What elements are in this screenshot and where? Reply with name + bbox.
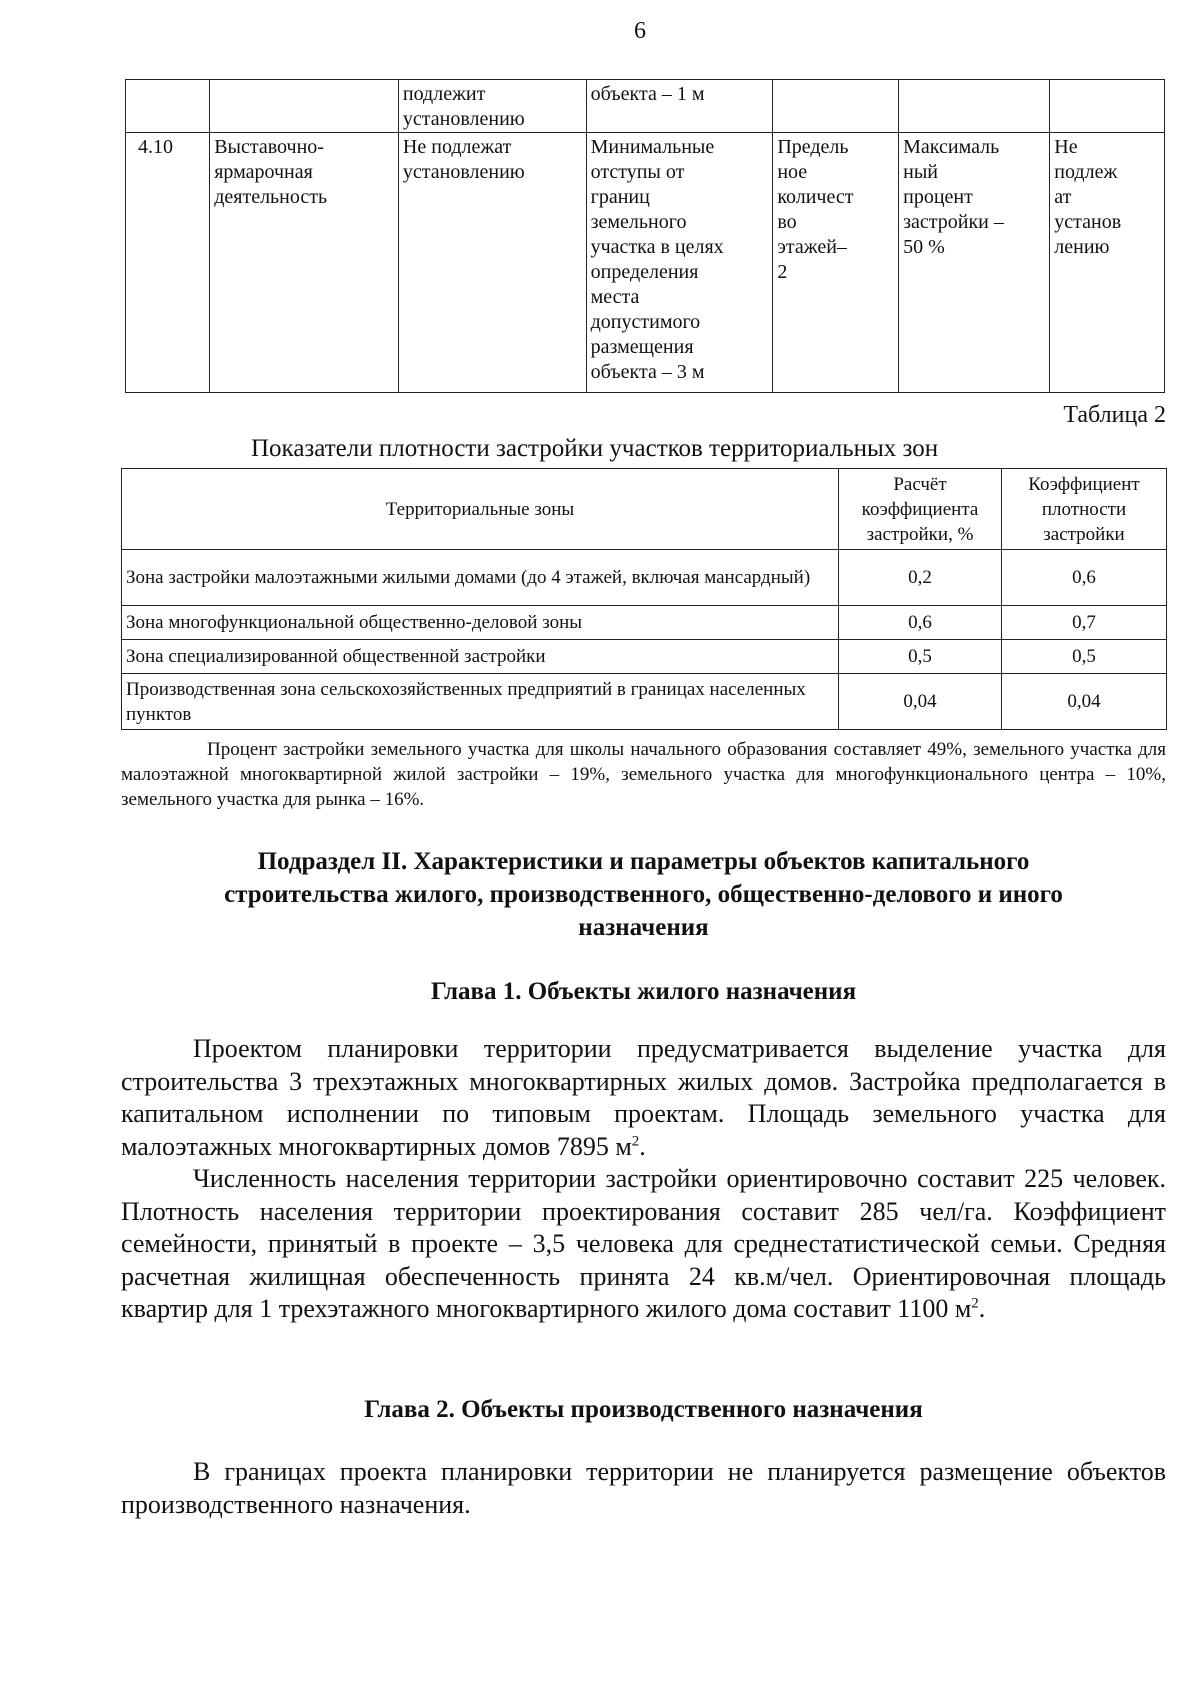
table-1-cell-0: 4.10 bbox=[126, 133, 210, 393]
table-row bbox=[126, 80, 1165, 133]
chapter-2-paragraph-1: В границах проекта планировки территории не планируется размещение объектов производственного назначения. bbox=[121, 1457, 1166, 1519]
paragraph-end: . bbox=[639, 1131, 646, 1161]
calc-cell: 0,6 bbox=[839, 606, 1002, 640]
table-row bbox=[122, 550, 1167, 606]
page-number: 6 bbox=[634, 18, 646, 44]
table-2-header-row bbox=[122, 469, 1167, 550]
zone-cell: Зона специализированной общественной застройки bbox=[122, 640, 839, 674]
zone-cell: Производственная зона сельскохозяйственных предприятий в границах населенных пунктов bbox=[122, 674, 839, 730]
table-1-cell-1: Выставочно- ярмарочная деятельность bbox=[210, 133, 399, 393]
table-1-cell-3: объекта – 1 м bbox=[586, 80, 773, 133]
table-1-cell-1 bbox=[210, 80, 399, 133]
table-1-cell-4: Предель ное количест во этажей– 2 bbox=[773, 133, 899, 393]
table-1-cell-2: Не подлежат установлению bbox=[398, 133, 586, 393]
table-row bbox=[122, 674, 1167, 730]
table-1-cell-0 bbox=[126, 80, 210, 133]
table-1-cell-5: Максималь ный процент застройки – 50 % bbox=[899, 133, 1050, 393]
table-1-cell-3: Минимальные отступы от границ земельного участка в целях определения места допустимого размещения объекта – 3 м bbox=[586, 133, 773, 393]
chapter-1-paragraph-1 bbox=[121, 1033, 1166, 1163]
calc-cell: 0,04 bbox=[839, 674, 1002, 730]
superscript: 2 bbox=[631, 1132, 640, 1149]
coef-cell: 0,04 bbox=[1002, 674, 1167, 730]
chapter-1-heading: Глава 1. Объекты жилого назначения bbox=[430, 978, 857, 1005]
table-row bbox=[122, 640, 1167, 674]
subsection-heading: Подраздел II. Характеристики и параметры объектов капитального строительства жилого, производственного, общественно-делового и иного назначения bbox=[224, 848, 1063, 941]
table-2 bbox=[121, 468, 1167, 730]
table-row bbox=[122, 606, 1167, 640]
paragraph-text: Проектом планировки территории предусматривается выделение участка для строительства 3 трехэтажных многоквартирных жилых домов. Застройка предполагается в капитальном исполнении по типовым проектам. Площадь земельного участка для малоэтажных многоквартирных домов 7895 м bbox=[121, 1034, 1166, 1161]
paragraph-end: . bbox=[978, 1294, 986, 1323]
table-1-cell-5 bbox=[899, 80, 1050, 133]
header-calc: Расчёт коэффициента застройки, % bbox=[839, 469, 1002, 550]
zone-cell: Зона многофункциональной общественно-деловой зоны bbox=[122, 606, 839, 640]
coverage-note: Процент застройки земельного участка для школы начального образования составляет 49%, земельного участка для малоэтажной многоквартирной жилой застройки – 19%, земельного участка для многофункционального центра – 10%, земельного участка для рынка – 16%. bbox=[121, 739, 1166, 810]
coef-cell: 0,7 bbox=[1002, 606, 1167, 640]
coef-cell: 0,5 bbox=[1002, 640, 1167, 674]
table-1-cell-2: подлежит установлению bbox=[398, 80, 586, 133]
table-1-cell-6 bbox=[1050, 80, 1165, 133]
paragraph-text: Численность населения территории застройки ориентировочно составит 225 человек. Плотность населения территории проектирования составит 285 чел/га. Коэффициент семейности, принятый в проекте – 3,5 человека для среднестатистической семьи. Средняя расчетная жилищная обеспеченность принята 24 кв.м/чел. Ориентировочная площадь квартир для 1 трехэтажного многоквартирного жилого дома составит 1100 м bbox=[121, 1164, 1166, 1323]
table-1-cell-6: Не подлеж ат установ лению bbox=[1050, 133, 1165, 393]
chapter-1-paragraph-2 bbox=[121, 1163, 1166, 1326]
table-row bbox=[126, 133, 1165, 393]
calc-cell: 0,5 bbox=[839, 640, 1002, 674]
header-coef: Коэффициент плотности застройки bbox=[1002, 469, 1167, 550]
table-1-continuation bbox=[125, 79, 1165, 393]
superscript: 2 bbox=[971, 1295, 979, 1312]
table-1-cell-4 bbox=[773, 80, 899, 133]
header-zones: Территориальные зоны bbox=[122, 469, 839, 550]
zone-cell: Зона застройки малоэтажными жилыми домами (до 4 этажей, включая мансардный) bbox=[122, 550, 839, 606]
chapter-2-heading: Глава 2. Объекты производственного назначения bbox=[364, 1396, 923, 1423]
coef-cell: 0,6 bbox=[1002, 550, 1167, 606]
table-2-title: Показатели плотности застройки участков территориальных зон bbox=[251, 435, 939, 462]
table-2-label: Таблица 2 bbox=[1063, 402, 1166, 428]
calc-cell: 0,2 bbox=[839, 550, 1002, 606]
